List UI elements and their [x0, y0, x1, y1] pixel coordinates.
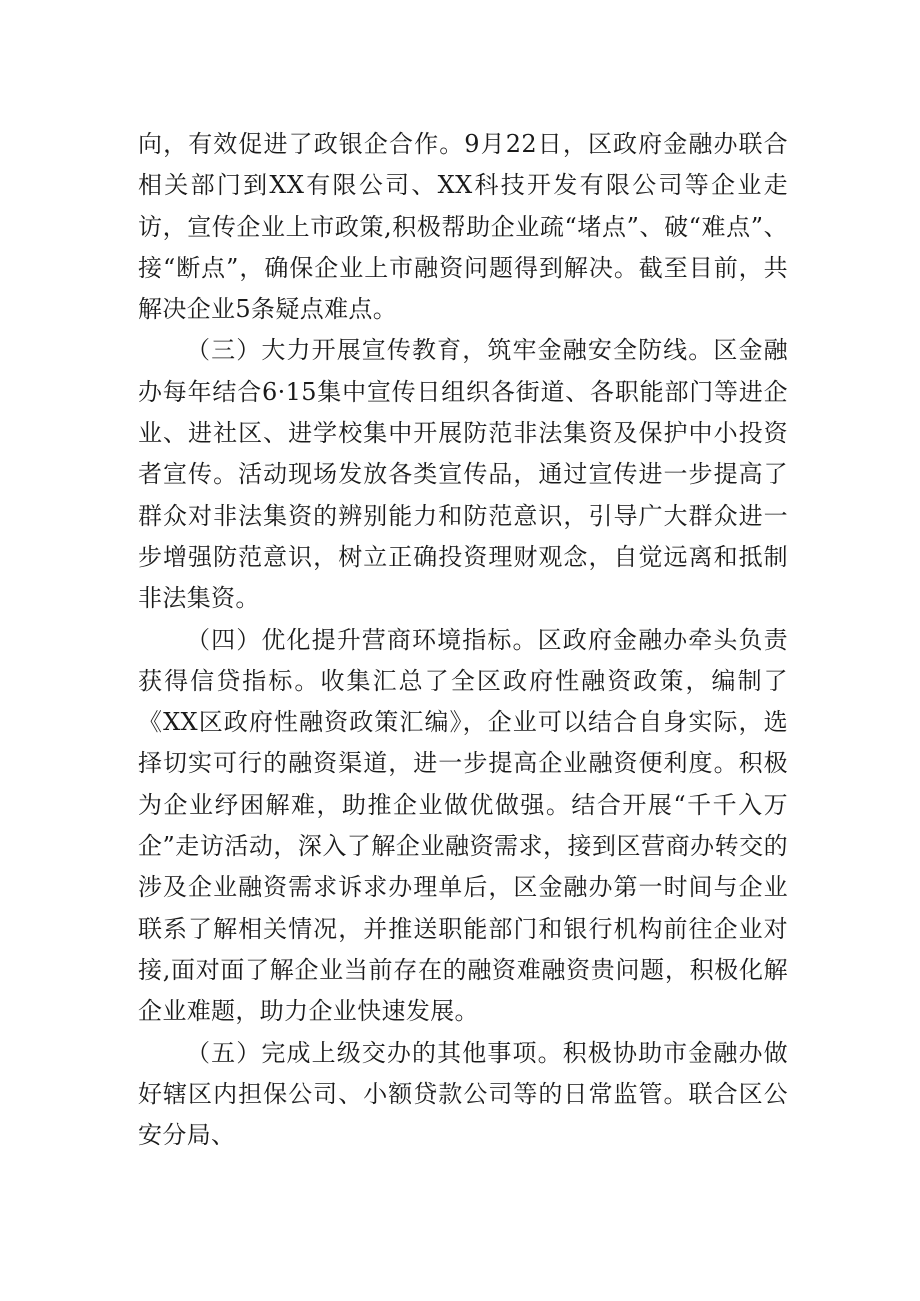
paragraph-publicity-education: （三）大力开展宣传教育，筑牢金融安全防线。区金融办每年结合6·15集中宣传日组织各街道、各职能部门等进企业、进社区、进学校集中开展防范非法集资及保护中小投资者宣传。活动现场发放各类宣传品，通过宣传进一步提高了群众对非法集资的辨别能力和防范意识，引导广大群众进一步增强防范意识，树立正确投资理财观念，自觉远离和抵制非法集资。 [138, 336, 788, 613]
paragraph-other-matters: （五）完成上级交办的其他事项。积极协助市金融办做好辖区内担保公司、小额贷款公司等的日常监管。联合区公安分局、 [138, 1038, 788, 1150]
paragraph-business-environment: （四）优化提升营商环境指标。区政府金融办牵头负责获得信贷指标。收集汇总了全区政府性融资政策，编制了《XX区政府性融资政策汇编》，企业可以结合自身实际，选择切实可行的融资渠道，进一步提高企业融资便利度。积极为企业纾困解难，助推企业做优做强。结合开展“千千入万企”走访活动，深入了解企业融资需求，接到区营商办转交的涉及企业融资需求诉求办理单后，区金融办第一时间与企业联系了解相关情况，并推送职能部门和银行机构前往企业对接,面对面了解企业当前存在的融资难融资贵问题，积极化解企业难题，助力企业快速发展。 [138, 625, 788, 1026]
document-body [138, 124, 788, 1156]
paragraph-continuation: 向，有效促进了政银企合作。9月22日，区政府金融办联合相关部门到XX有限公司、XX科技开发有限公司等企业走访，宣传企业上市政策,积极帮助企业疏“堵点”、破“难点”、接“断点”，确保企业上市融资问题得到解决。截至目前，共解决企业5条疑点难点。 [138, 130, 788, 324]
